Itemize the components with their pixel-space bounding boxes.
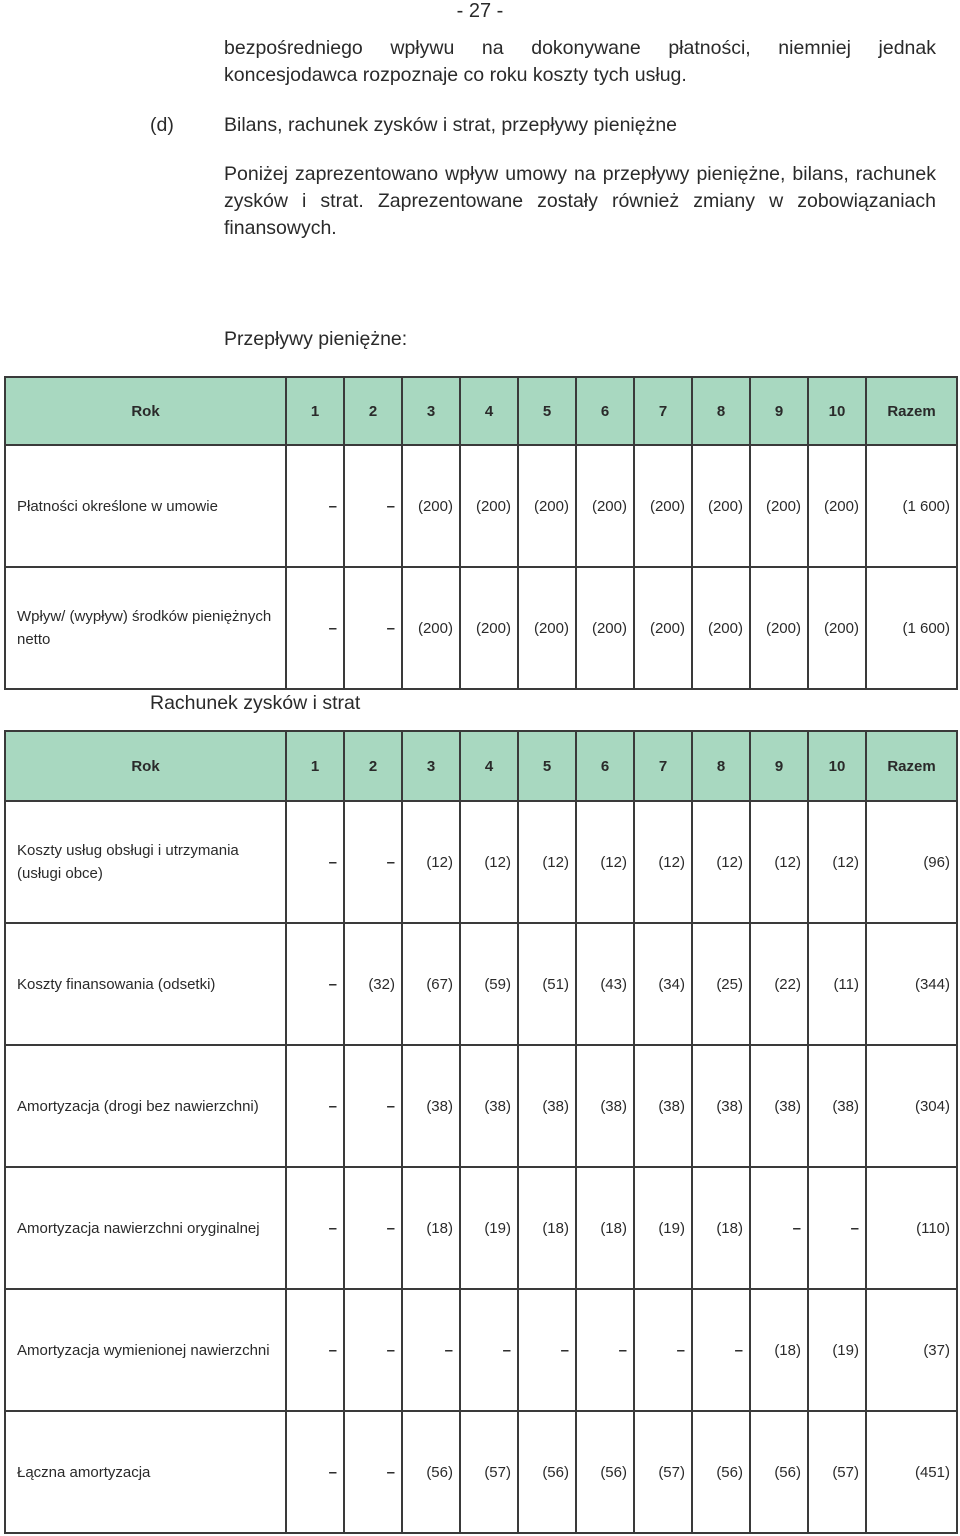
header-cell: 6 [576,731,634,801]
value-cell: – [286,1045,344,1167]
value-cell: (38) [460,1045,518,1167]
value-cell: (57) [808,1411,866,1533]
value-cell: (18) [576,1167,634,1289]
section-marker: (d) [150,114,174,136]
header-cell: 8 [692,377,750,445]
header-cell-label: Rok [5,731,286,801]
value-cell: (200) [460,445,518,567]
value-cell: (38) [634,1045,692,1167]
cashflow-table [4,376,958,690]
header-cell: 3 [402,377,460,445]
table-header-row [5,731,957,801]
value-cell: (56) [576,1411,634,1533]
table-row [5,801,957,923]
value-cell: (1 600) [866,567,957,689]
header-cell: 1 [286,377,344,445]
value-cell: (67) [402,923,460,1045]
value-cell: (18) [692,1167,750,1289]
header-cell: 7 [634,377,692,445]
value-cell: – [576,1289,634,1411]
header-cell: Razem [866,731,957,801]
table-row [5,445,957,567]
value-cell: (200) [808,445,866,567]
value-cell: (200) [576,445,634,567]
value-cell: (38) [518,1045,576,1167]
value-cell: (200) [750,567,808,689]
value-cell: – [286,923,344,1045]
value-cell: – [286,801,344,923]
header-cell: 10 [808,377,866,445]
value-cell: (12) [692,801,750,923]
value-cell: – [750,1167,808,1289]
value-cell: (43) [576,923,634,1045]
value-cell: (18) [402,1167,460,1289]
section-title: Bilans, rachunek zysków i strat, przepływy pieniężne [224,114,678,136]
value-cell: – [808,1167,866,1289]
value-cell: (344) [866,923,957,1045]
table-row [5,1289,957,1411]
table-row [5,1167,957,1289]
value-cell: (38) [750,1045,808,1167]
table-row [5,1411,957,1533]
pl-table [4,730,958,1534]
value-cell: (25) [692,923,750,1045]
value-cell: (304) [866,1045,957,1167]
value-cell: (12) [634,801,692,923]
value-cell: (1 600) [866,445,957,567]
value-cell: (200) [750,445,808,567]
value-cell: (56) [402,1411,460,1533]
value-cell: (200) [808,567,866,689]
header-cell: 3 [402,731,460,801]
section-paragraph: Poniżej zaprezentowano wpływ umowy na przepływy pieniężne, bilans, rachunek zysków i strat. Zaprezentowane zostały również zmiany w zobowiązaniach finansowych. [224,163,936,239]
value-cell: – [634,1289,692,1411]
value-cell: (12) [808,801,866,923]
header-cell: 5 [518,731,576,801]
header-cell: 10 [808,731,866,801]
header-cell: 2 [344,731,402,801]
row-label-cell: Wpływ/ (wypływ) środków pieniężnych netto [5,567,286,689]
page-number: - 27 - [456,0,504,22]
value-cell: (19) [808,1289,866,1411]
value-cell: (22) [750,923,808,1045]
value-cell: (38) [402,1045,460,1167]
value-cell: (200) [518,445,576,567]
value-cell: (38) [808,1045,866,1167]
value-cell: (32) [344,923,402,1045]
value-cell: (12) [518,801,576,923]
header-cell: 9 [750,377,808,445]
value-cell: – [692,1289,750,1411]
table-row [5,1045,957,1167]
header-cell: 4 [460,731,518,801]
header-cell: 1 [286,731,344,801]
value-cell: (200) [692,567,750,689]
value-cell: (56) [750,1411,808,1533]
value-cell: (18) [750,1289,808,1411]
value-cell: (12) [460,801,518,923]
value-cell: – [344,567,402,689]
value-cell: – [344,1411,402,1533]
value-cell: (38) [576,1045,634,1167]
value-cell: (200) [692,445,750,567]
value-cell: (200) [634,567,692,689]
header-cell: 7 [634,731,692,801]
value-cell: (59) [460,923,518,1045]
header-cell-label: Rok [5,377,286,445]
value-cell: (200) [576,567,634,689]
value-cell: (56) [692,1411,750,1533]
value-cell: (200) [402,567,460,689]
row-label-cell: Płatności określone w umowie [5,445,286,567]
table-header-row [5,377,957,445]
value-cell: (19) [460,1167,518,1289]
value-cell: (200) [634,445,692,567]
value-cell: (12) [402,801,460,923]
value-cell: – [286,567,344,689]
value-cell: (12) [750,801,808,923]
row-label-cell: Amortyzacja nawierzchni oryginalnej [5,1167,286,1289]
value-cell: (51) [518,923,576,1045]
value-cell: (34) [634,923,692,1045]
value-cell: – [344,1167,402,1289]
table-row [5,923,957,1045]
value-cell: (200) [460,567,518,689]
cashflow-heading: Przepływy pieniężne: [224,328,408,350]
value-cell: (56) [518,1411,576,1533]
row-label-cell: Koszty finansowania (odsetki) [5,923,286,1045]
header-cell: 2 [344,377,402,445]
row-label-cell: Amortyzacja wymienionej nawierzchni [5,1289,286,1411]
value-cell: (12) [576,801,634,923]
value-cell: – [344,801,402,923]
value-cell: (96) [866,801,957,923]
value-cell: (11) [808,923,866,1045]
value-cell: – [344,1045,402,1167]
intro-paragraph: bezpośredniego wpływu na dokonywane płatności, niemniej jednak koncesjodawca rozpoznaje co roku koszty tych usług. [224,37,936,86]
row-label-cell: Koszty usług obsługi i utrzymania (usługi obce) [5,801,286,923]
value-cell: (451) [866,1411,957,1533]
value-cell: (37) [866,1289,957,1411]
value-cell: (19) [634,1167,692,1289]
header-cell: 9 [750,731,808,801]
pl-heading: Rachunek zysków i strat [150,692,361,714]
value-cell: – [402,1289,460,1411]
value-cell: – [518,1289,576,1411]
header-cell: Razem [866,377,957,445]
value-cell: (200) [402,445,460,567]
value-cell: – [344,1289,402,1411]
value-cell: (57) [460,1411,518,1533]
header-cell: 6 [576,377,634,445]
value-cell: (110) [866,1167,957,1289]
header-cell: 5 [518,377,576,445]
value-cell: (200) [518,567,576,689]
value-cell: – [460,1289,518,1411]
value-cell: – [286,1411,344,1533]
value-cell: – [286,1289,344,1411]
header-cell: 4 [460,377,518,445]
value-cell: – [344,445,402,567]
row-label-cell: Łączna amortyzacja [5,1411,286,1533]
value-cell: – [286,1167,344,1289]
value-cell: – [286,445,344,567]
header-cell: 8 [692,731,750,801]
value-cell: (57) [634,1411,692,1533]
row-label-cell: Amortyzacja (drogi bez nawierzchni) [5,1045,286,1167]
table-row [5,567,957,689]
value-cell: (38) [692,1045,750,1167]
value-cell: (18) [518,1167,576,1289]
